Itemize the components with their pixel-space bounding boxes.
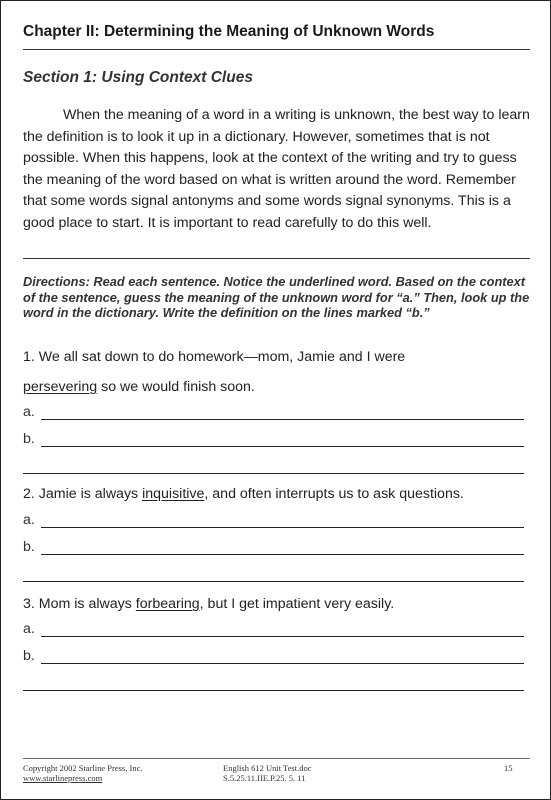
label-a: a. [23,512,35,528]
label-b: b. [23,431,35,447]
answer-line-b-cont[interactable] [23,581,524,582]
answer-line-b[interactable] [41,663,524,664]
question-3 [23,589,533,619]
section-title: Section 1: Using Context Clues [23,69,253,86]
question-2 [23,479,533,509]
footer-center [223,763,312,783]
label-b: b. [23,648,35,664]
answer-line-b[interactable] [41,554,524,555]
underlined-word: inquisitive [142,486,205,502]
directions-text: Directions: Read each sentence. Notice the underlined word. Based on the context of the sentence, guess the meaning of the unknown word for “a.” Then, look up the word in the dictionary. Write the definition on the lines marked “b.” [23,274,530,321]
question-text: , but I get impatient very easily. [199,596,395,612]
label-b: b. [23,539,35,555]
question-text: , and often interrupts us to ask questions. [204,486,464,502]
label-a: a. [23,621,35,637]
question-number: 1. [23,349,35,365]
question-text: Mom is always [38,596,132,612]
underlined-word: persevering [23,379,98,395]
section-rule [23,258,530,259]
question-text: We all sat down to do homework—mom, Jamie and I were [38,349,406,365]
question-number: 2. [23,486,35,502]
footer-left [23,763,142,783]
doc-code: S.5.25.11.IIE.P.25. 5. 11 [223,773,306,783]
answer-line-b-cont[interactable] [23,473,524,474]
copyright-text: Copyright 2002 Starline Press, Inc. [23,763,143,773]
underlined-word: forbearing [135,596,200,612]
doc-name: English 612 Unit Test.doc [223,763,312,773]
intro-text: When the meaning of a word in a writing is unknown, the best way to learn the definition is to look it up in a dictionary. However, sometimes that is not possible. When this happens, look at the context of the writing and try to guess the meaning of the word based on what is written around the word. Remember that some words signal antonyms and some words signal synonyms. This is a good place to start. It is important to read carefully to do this well. [23,107,530,231]
intro-paragraph [23,105,533,234]
page-number: 15 [504,763,513,773]
title-rule [23,49,530,50]
question-number: 3. [23,596,35,612]
answer-line-b[interactable] [41,446,524,447]
answer-line-b-cont[interactable] [23,690,524,691]
footer-rule [23,758,530,759]
chapter-title: Chapter II: Determining the Meaning of Unknown Words [23,23,435,40]
answer-line-a[interactable] [41,419,524,420]
question-1 [23,342,533,402]
answer-line-a[interactable] [41,527,524,528]
answer-line-a[interactable] [41,636,524,637]
question-text: Jamie is always [38,486,139,502]
website-link[interactable]: www.starlinepress.com [23,773,103,783]
question-text: so we would finish soon. [101,379,255,395]
label-a: a. [23,404,35,420]
